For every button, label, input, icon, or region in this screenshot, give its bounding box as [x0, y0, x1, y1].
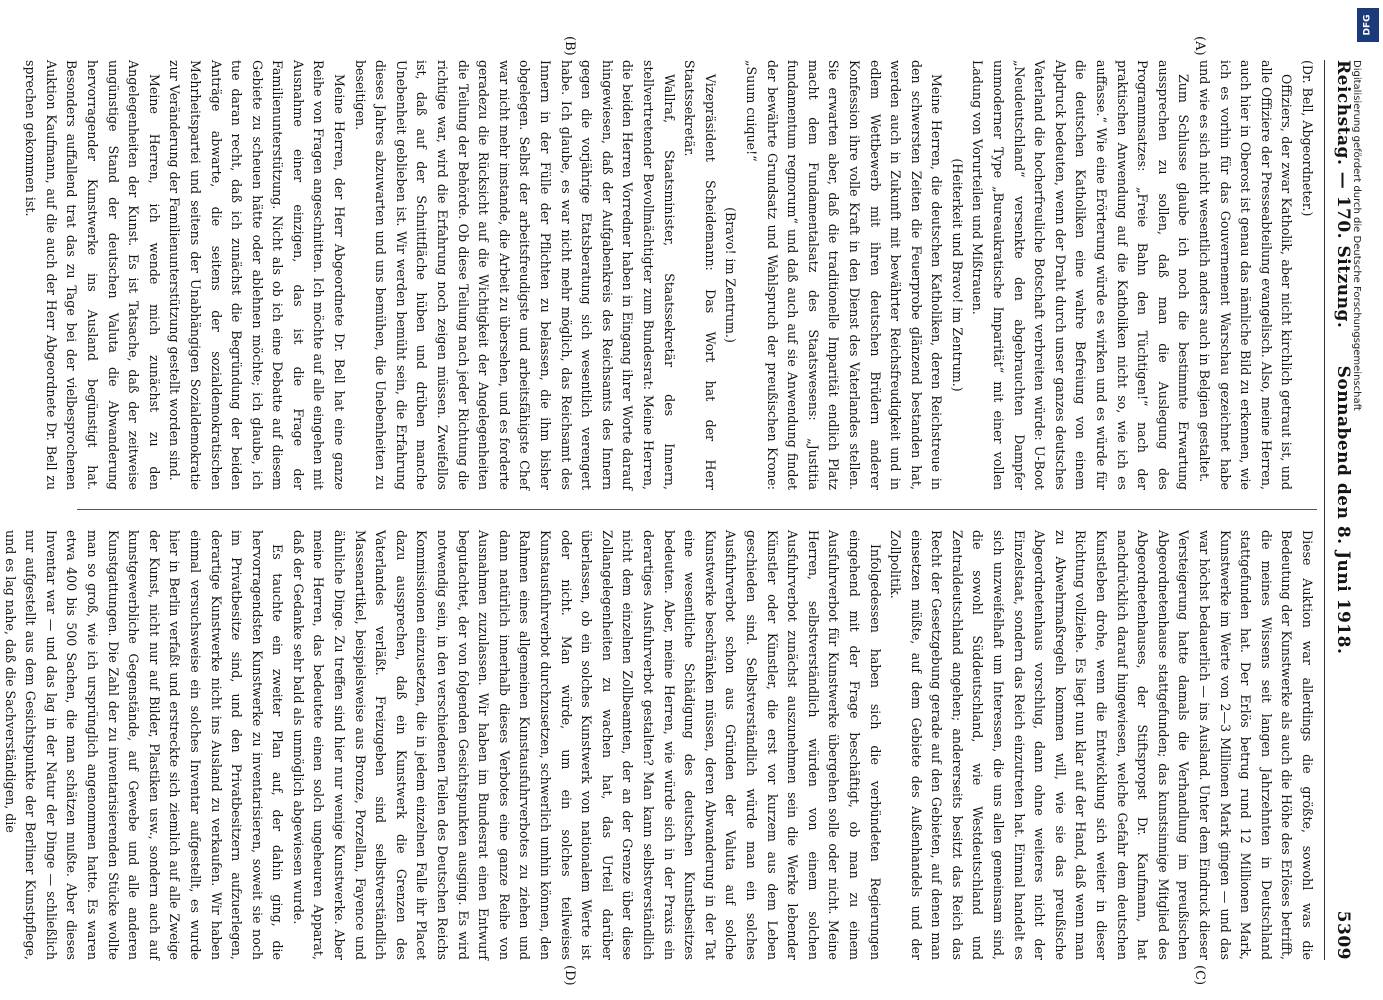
dfg-logo	[1357, 8, 1379, 42]
paragraph: Es tauchte ein zweiter Plan auf, der dahin ging, die hervorragendsten Kunstwerke zu inventarisieren, soweit sie noch im Privatbesitze sind, und den Privatbesitzern aufzuerlegen, derartige Kunstwerke nicht ins Ausland zu verkaufen. Wir haben einmal versuchsweise ein solches Inventar aufgestellt, es wurde hier in Berlin verfaßt und erstreckte sich ziemlich auf alle Zweige der Kunst, nicht nur auf Bilder, Plastiken usw., sondern auch auf kunstgewerbliche Gegenstände, auf Gewebe und alle anderen Kunstgattungen. Die Zahl der zu inventarisierenden Stücke wollte man so groß, wie ich ursprünglich angenommen hatte. Es waren etwa 400 bis 500 Sachen, die man schätzen mußte. Aber dieses Inventar war — und das lag in der Natur der Dinge — schließlich nur aufgestellt aus dem Gesichtspunkte der Berliner Kunstpflege, und es lag nahe, daß die Sachverständigen, die	[2, 530, 286, 960]
paragraph: Meine Herren, der Herr Abgeordnete Dr. Bell hat eine ganze Reihe von Fragen angeschnitten. Ich möchte auf alle eingehen mit Ausnahme einer einzigen, das ist die Frage der Familienunterstützung. Nicht als ob ich eine Debatte auf diesem Gebiete zu scheuen hätte oder ablehnen möchte; ich glaube, ich tue daran recht, daß ich zunächst die Begründung der beiden Anträge abwarte, die seitens der sozialdemokratischen Mehrheitspartei und seitens der Unabhängigen Sozialdemokratie zur Veränderung der Familienunterstützung gestellt worden sind.	[167, 60, 348, 490]
dfg-logo-text: DFG	[1362, 14, 1373, 36]
paragraph: Wallraf, Staatsminister, Staatssekretär des Innern, stellvertretender Bevollmächtigter zum Bundesrat: Meine Herren, die beiden Herren Vorredner haben in Eingang ihrer Worte darauf hingewiesen, daß der Aufgabenkreis des Reichsamts des Innern gegen die vorjährige Etatsberatung sich wesentlich verengert habe. Ich glaube, es war nicht mehr möglich, das Reichsamt des Innern in der Fülle der Pflichten zu belassen, die ihm bisher obgelegen. Selbst der arbeitsfreudigste und arbeitsfähigste Chef war nicht mehr imstande, die Arbeit zu übersehen, und es forderte geradezu die Rücksicht auf die Wichtigkeit der Angelegenheiten die Teilung der Behörde. Ob diese Teilung nach jeder Richtung die richtige war, wird die Erfahrung noch zeigen müssen. Zweifellos ist, daß auf der Schnittfläche hüben und drüben manche Unebenheit geblieben ist. Wir werden bemüht sein, die Erfahrung dieses Jahres abzuwarten und uns bemühen, die Unebenheiten zu beseitigen.	[352, 60, 677, 490]
interjection: (Heiterkeit und Bravo! im Zentrum.)	[949, 158, 965, 392]
paragraph: Offiziers, der zwar Katholik, aber nicht kirchlich getraut ist, und alle Offiziere der Presseabteilung evangelisch. Also, meine Herren, auch hier in Oberost ist genau das nämliche Bild zu erkennen, wie ich es vorhin für das Gouvernement Warschau gezeichnet habe und wie es sich nicht wesentlich anders auch in Belgien gestaltet.	[1197, 60, 1295, 490]
paragraph: Infolgedessen haben sich die verbündeten Regierungen eingehend mit der Frage beschäftigt, ob man zu einem Ausfuhrverbot für Kunstwerke übergehen solle oder nicht. Meine Herren, selbstverständlich würden von einem solchen Ausfuhrverbot zunächst auszunehmen sein die Werke lebender Künstler oder Künstler, die erst vor kurzem aus dem Leben geschieden sind. Selbstverständlich würde man ein solches Ausfuhrverbot schon aus Gründen der Valuta auf solche Kunstwerke beschränken müssen, deren Abwanderung in der Tat eine wesentliche Schädigung des deutschen Kunstbesitzes bedeuten. Aber, meine Herren, wie würde sich in der Praxis ein derartiges Ausfuhrverbot gestalten? Man kann selbstverständlich nicht dem einzelnen Zollbeamten, der an der Grenze über diese Zollangelegenheiten zu wachen hat, das Urteil darüber überlassen, ob ein solches Kunstwerk von nationalem Werte ist oder nicht. Man würde, um ein solches teilweises Kunstausfuhrverbot durchzusetzen, schwerlich umhin können, den Rahmen eines allgemeinen Kunstausfuhrverbotes zu ziehen und dann natürlich innerhalb dieses Verbotes eine ganze Reihe von Ausnahmen zuzulassen. Wir haben im Bundesrat einen Entwurf begutachtet, der von folgenden Gesichtspunkten ausging. Es wird notwendig sein, in den verschiedenen Teilen des Deutschen Reichs Kommissionen einzusetzen, die in jedem einzelnen Falle ihr Placet dazu aussprechen, daß ein Kunstwerk die Grenzen des Vaterlandes verläßt. Freizugeben sind selbstverständlich Massenartikel, beispielsweise aus Bronze, Porzellan, Fayence und ähnliche Dinge. Zu treffen sind hier nur wenige Kunstwerke. Aber meine Herren, das bedeutete einen solch ungeheuren Apparat, daß der Gedanke sehr bald als unmöglich abgewiesen wurde.	[290, 530, 883, 960]
paragraph: Meine Herren, die deutschen Katholiken, deren Reichstreue in den schwersten Zeiten die Feuerprobe glänzend bestanden hat, werden auch in Zukunft mit bewährter Reichsfreudigkeit und in edlem Wettbewerb mit ihren deutschen Brüdern anderer Konfession ihre volle Kraft in den Dienst des Vaterlandes stellen. Sie erwarten aber, daß die traditionelle Imparität endlich Platz macht dem Fundamentalsatz des Staatswesens: „Justitia fundamentum regnorum“ und daß auch auf sie Anwendung findet der bewährte Grundsatz und Wahlspruch der preußischen Krone: „Suum cuique!“	[743, 60, 945, 490]
interjection: (Bravo! im Zentrum.)	[723, 207, 739, 343]
side-credit-text: Digitalisierung gefördert durch die Deutsche Forschungsgemeinschaft	[1351, 60, 1362, 411]
margin-mark-a: (A)	[1192, 36, 1207, 56]
header-rule	[1324, 60, 1325, 960]
column-divider	[77, 509, 1317, 510]
margin-mark-d: (D)	[562, 965, 577, 986]
rotated-content	[2, 36, 1357, 986]
speaker-note: (Dr. Bell, Abgeordneter.)	[1300, 60, 1315, 217]
margin-mark-b: (B)	[562, 36, 577, 56]
page-number: 5309	[1333, 910, 1353, 960]
paragraph: Meine Herren, ich wende mich zunächst zu den Angelegenheiten der Kunst. Es ist Tatsache, daß der zeitweise ungünstige Stand der deutschen Valuta die Abwanderung hervorragender Kunstwerke ins Ausland begünstigt hat. Besonders auffallend trat das zu Tage bei der vielbesprochenen Auktion Kaufmann, auf die auch der Herr Abgeordnete Dr. Bell zu sprechen gekommen ist.	[23, 60, 162, 490]
margin-mark-c: (C)	[1192, 965, 1207, 986]
paragraph: Vizepräsident Scheidemann: Das Wort hat der Herr Staatssekretär.	[682, 60, 718, 490]
paragraph: Diese Auktion war allerdings die größte, sowohl was die Bedeutung der Kunstwerke als auch die Höhe des Erlöses betrifft, die meines Wissens seit langen Jahrzehnten in Deutschland stattgefunden hat. Der Erlös betrug rund 12 Millionen Mark, Kunstwerke im Werte von 2—3 Millionen Mark gingen — und das war höchst bedauerlich — ins Ausland. Unter dem Eindruck dieser Versteigerung hatte damals die Verhandlung im preußischen Abgeordnetenhause stattgefunden; das kunstsinnige Mitglied des Abgeordnetenhauses, der Stiftspropst Dr. Kaufmann, hat nachdrücklich darauf hingewiesen, welche Gefahr dem deutschen Kunstleben drohe, wenn die Entwicklung sich weiter in dieser Richtung vollziehe. Es liegt nun klar auf der Hand, daß wenn man zu Abwehrmaßregeln kommen will, wie sie das preußische Abgeordnetenhaus vorschlug, dann ohne weiteres nicht der Einzelstaat, sondern das Reich einzutreten hat. Einmal handelt es sich unzweifelhaft um Interessen, die uns allen gemeinsam sind, die sowohl Süddeutschland, wie Westdeutschland und Zentraldeutschland angehen; andererseits besitzt das Reich das Recht der Gesetzgebung gerade auf den Gebieten, auf denen man einsetzen müßte, auf dem Gebiete des Außenhandels und der Zollpolitik.	[888, 530, 1315, 960]
running-header	[1327, 60, 1357, 960]
header-date: Sonnabend den 8. Juni 1918.	[1333, 365, 1353, 655]
right-column	[2, 530, 1317, 960]
left-column	[23, 60, 1317, 490]
header-left: Reichstag. — 170. Sitzung.	[1333, 60, 1353, 329]
paragraph: Zum Schlusse glaube ich noch die bestimmte Erwartung aussprechen zu sollen, daß man die Auslegung des Programmsatzes: „Freie Bahn den Tüchtigen!“ nach der praktischen Anwendung auf die Katholiken nicht so, wie ich es auffasse.“ Wie eine Erörterung würde es wirken und es würde für die deutschen Katholiken eine wahre Befreiung von einem Alpdruck bedeuten, wenn der Draht durch unser ganzes deutsches Vaterland die hocherfreuliche Botschaft verbreiten würde: U-Boot „Neudeutschland“ versenkte den abgebrauchten Dampfer unmoderner Type „Bureaukratische Imparität“ mit einer vollen Ladung von Vorurteilen und Mißtrauen.	[970, 60, 1192, 490]
